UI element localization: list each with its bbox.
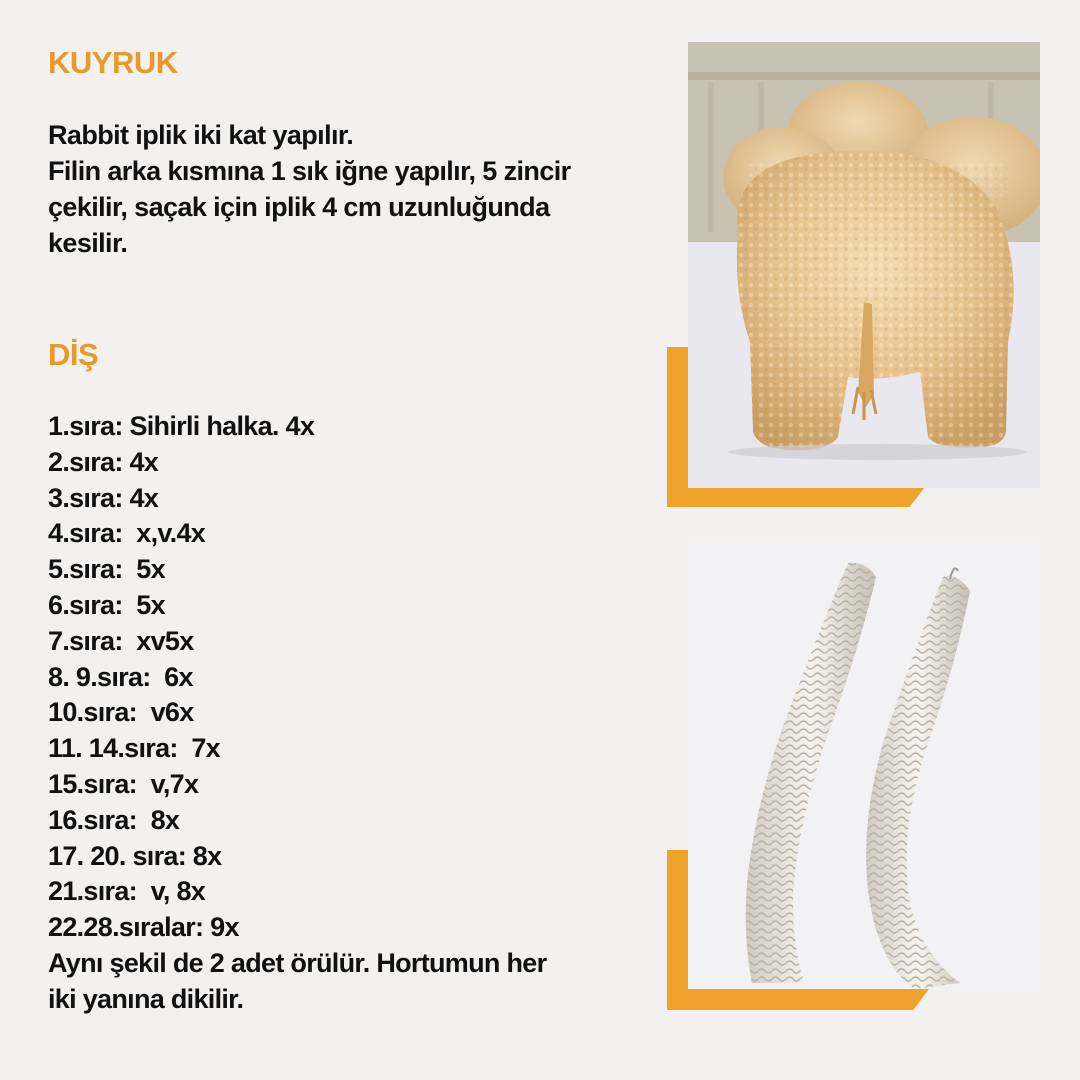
tusk-heading: DİŞ bbox=[48, 337, 99, 372]
tail-line: kesilir. bbox=[48, 228, 128, 258]
row-item: 8. 9.sıra: 6x bbox=[48, 661, 193, 692]
row-item: 17. 20. sıra: 8x bbox=[48, 840, 222, 871]
instructions-column bbox=[48, 40, 648, 1018]
photo1-accent-horizontal bbox=[667, 487, 925, 507]
elephant-rear-photo bbox=[688, 42, 1040, 488]
tail-line: Rabbit iplik iki kat yapılır. bbox=[48, 120, 354, 150]
row-item: 2.sıra: 4x bbox=[48, 446, 159, 477]
photo2-accent-vertical bbox=[667, 850, 689, 1010]
tusk-rows bbox=[48, 409, 648, 1018]
photo1-accent-vertical bbox=[667, 347, 689, 507]
row-item: 4.sıra: x,v.4x bbox=[48, 518, 206, 549]
row-item: 5.sıra: 5x bbox=[48, 554, 165, 585]
tail-line: Filin arka kısmına 1 sık iğne yapılır, 5 zincir bbox=[48, 156, 571, 186]
row-item: 22.28.sıralar: 9x bbox=[48, 912, 239, 943]
tail-heading: KUYRUK bbox=[48, 45, 178, 80]
tusk-note-line: iki yanına dikilir. bbox=[48, 983, 244, 1014]
row-item: 1.sıra: Sihirli halka. 4x bbox=[48, 411, 315, 441]
elephant-illustration bbox=[688, 42, 1040, 488]
row-item: 16.sıra: 8x bbox=[48, 804, 180, 835]
tusks-photo bbox=[688, 543, 1040, 989]
tail-line: çekilir, saçak için iplik 4 cm uzunluğunda bbox=[48, 192, 550, 222]
row-item: 21.sıra: v, 8x bbox=[48, 876, 206, 907]
row-item: 3.sıra: 4x bbox=[48, 482, 159, 513]
row-item: 7.sıra: xv5x bbox=[48, 625, 194, 656]
row-item: 6.sıra: 5x bbox=[48, 589, 165, 620]
tail-instructions bbox=[48, 117, 648, 261]
tusk-note-line: Aynı şekil de 2 adet örülür. Hortumun her bbox=[48, 947, 547, 978]
row-item: 10.sıra: v6x bbox=[48, 697, 194, 728]
row-item: 11. 14.sıra: 7x bbox=[48, 733, 220, 764]
tusks-illustration bbox=[688, 543, 1040, 989]
photo2-accent-horizontal bbox=[667, 989, 929, 1010]
row-item: 15.sıra: v,7x bbox=[48, 768, 199, 799]
